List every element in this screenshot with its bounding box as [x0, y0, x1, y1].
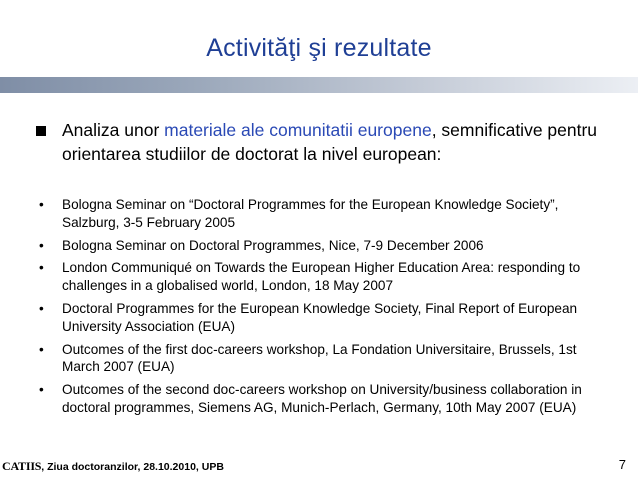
list-item-text: Bologna Seminar on “Doctoral Programmes for the European Knowledge Society”, Salzburg, 3-5 February 2005 [62, 197, 559, 230]
list-item-text: Outcomes of the second doc-careers workshop on University/business collaboration in doctoral programmes, Siemens AG, Munich-Perlach, Germany, 10th May 2007 (EUA) [62, 382, 582, 415]
bullet-dot-icon: • [39, 260, 44, 276]
main-bullet-prefix: Analiza unor [62, 120, 165, 140]
list-item-text: London Communiqué on Towards the European Higher Education Area: responding to challenges in a globalised world, London, 18 May 2007 [62, 260, 581, 294]
bullet-dot-icon: • [39, 382, 44, 398]
title-divider [0, 77, 638, 93]
footer-text: Ziua doctoranzilor, 28.10.2010, UPB [44, 461, 224, 473]
main-bullet-text [62, 118, 622, 166]
list-item [36, 237, 616, 255]
bullet-dot-icon: • [39, 300, 44, 316]
list-item-text: Bologna Seminar on Doctoral Programmes, Nice, 7-9 December 2006 [62, 237, 484, 253]
main-bullet-suffix: , semnificative pentru orientarea studiilor de doctorat la nivel european: [62, 120, 598, 164]
square-bullet-icon [36, 126, 46, 136]
bullet-dot-icon: • [39, 341, 44, 357]
list-item-text: Outcomes of the first doc-careers workshop, La Fondation Universitaire, Brussels, 1st March 2007 (EUA) [62, 341, 577, 375]
list-item [36, 196, 616, 232]
page-number: 7 [618, 457, 626, 472]
bullet-dot-icon: • [39, 197, 44, 212]
list-item [36, 259, 616, 295]
main-bullet-highlight: materiale ale comunitatii europene [164, 120, 432, 140]
footer-separator: , [41, 461, 45, 473]
list-item-text: Doctoral Programmes for the European Knowledge Society, Final Report of European University Association (EUA) [62, 300, 578, 334]
list-item [36, 300, 616, 336]
bullet-dot-icon: • [39, 237, 44, 253]
list-item [36, 381, 616, 417]
slide-title: Activităţi şi rezultate [206, 34, 432, 62]
list-item [36, 341, 616, 377]
document-list [36, 196, 616, 422]
footer-brand-logo: CATIIS [2, 459, 42, 473]
footer-caption [2, 459, 224, 474]
